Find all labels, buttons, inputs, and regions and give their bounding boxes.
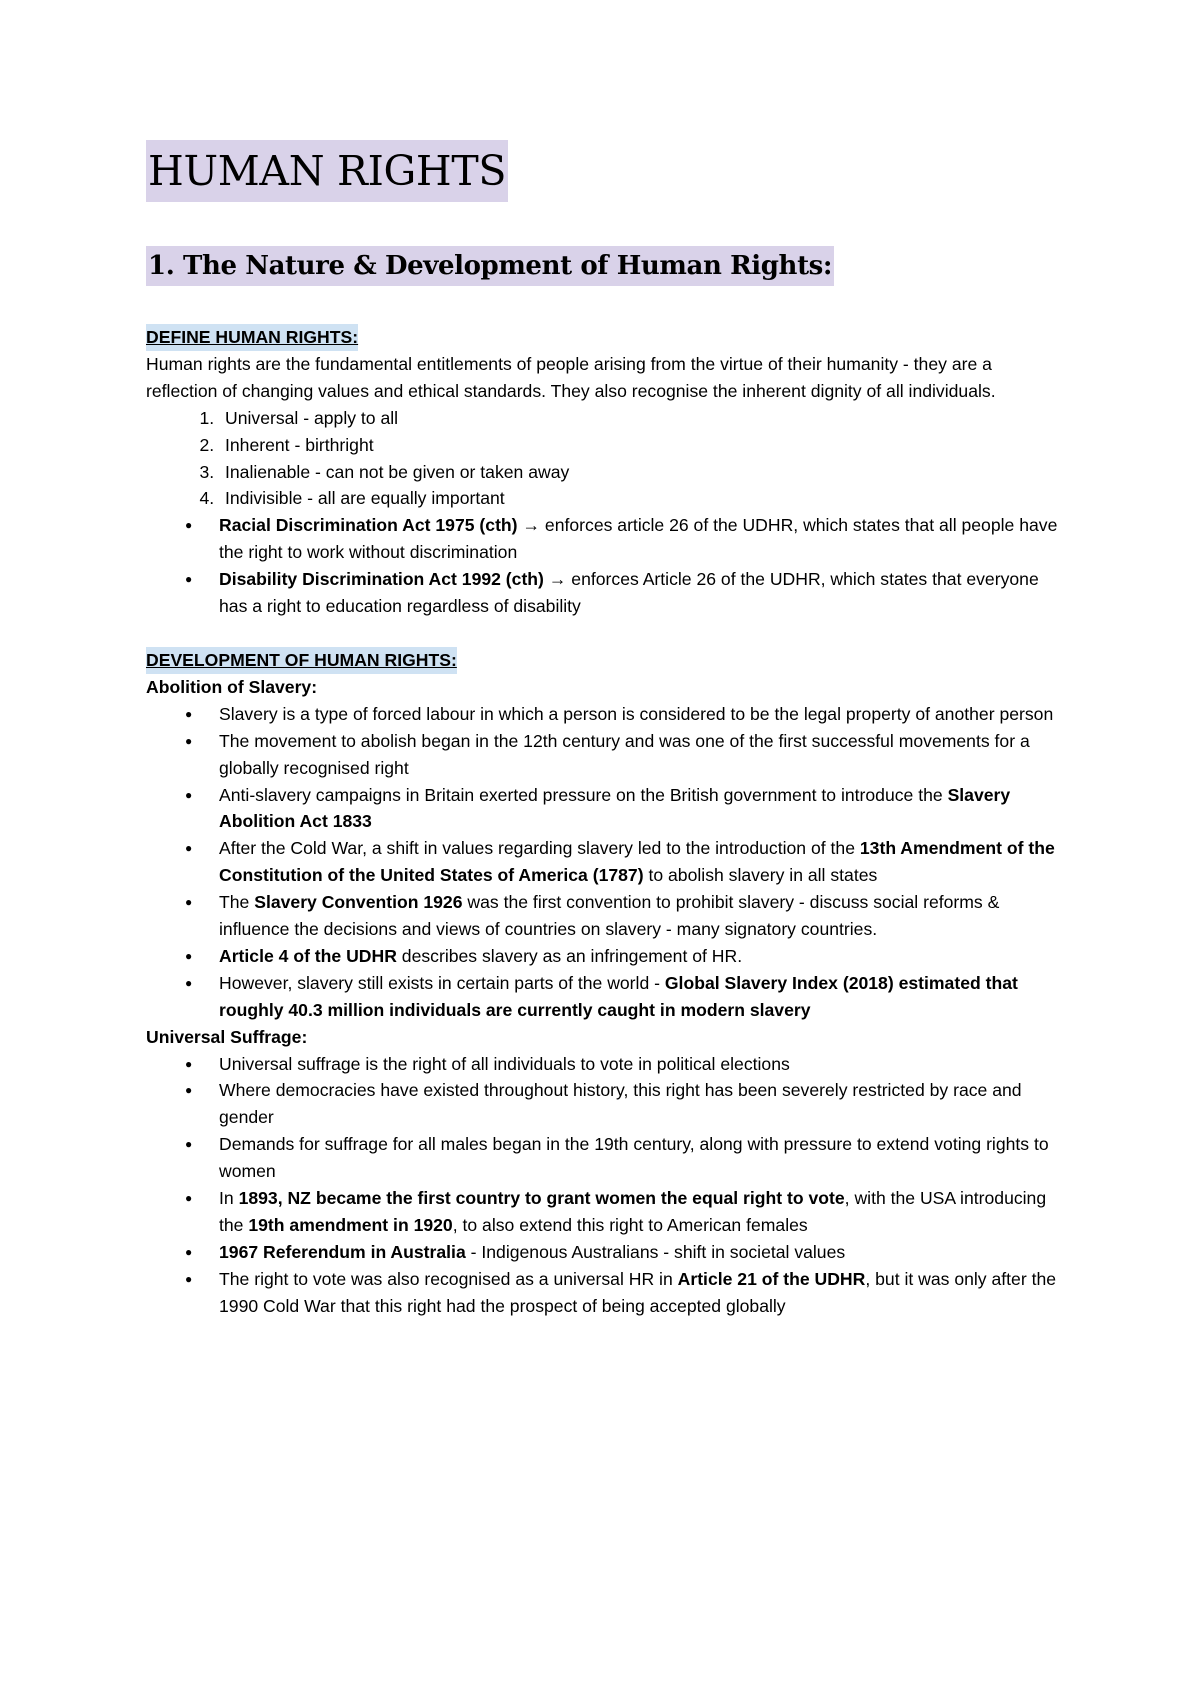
document-page [146,140,1066,1320]
slavery-list [146,701,1066,1024]
list-item: ● In 1893, NZ became the first country to grant women the equal right to vote, with the USA introducing the 19th amendment in 1920, to also extend this right to American females [219,1185,1066,1239]
list-item: ● The movement to abolish began in the 12th century and was one of the first successful movements for a globally recognised right [219,728,1066,782]
slavery-subheading: Abolition of Slavery: [146,676,318,697]
define-paragraph: Human rights are the fundamental entitlements of people arising from the virtue of their humanity - they are a reflection of changing values and ethical standards. They also recognise the inherent dignity of all individuals. [146,353,996,401]
suffrage-subheading: Universal Suffrage: [146,1026,308,1047]
list-item: ● The right to vote was also recognised as a universal HR in Article 21 of the UDHR, but it was only after the 1990 Cold War that this right had the prospect of being accepted globally [219,1266,1066,1320]
list-item: ● 1967 Referendum in Australia - Indigenous Australians - shift in societal values [219,1239,1066,1266]
list-item: ● However, slavery still exists in certain parts of the world - Global Slavery Index (2018) estimated that roughly 40.3 million individuals are currently caught in modern slavery [219,970,1066,1024]
legislation-list [146,512,1066,620]
list-item: ● The Slavery Convention 1926 was the first convention to prohibit slavery - discuss social reforms & influence the decisions and views of countries on slavery - many signatory countries. [219,889,1066,943]
suffrage-list [146,1051,1066,1320]
list-item: ● Racial Discrimination Act 1975 (cth) → enforces article 26 of the UDHR, which states that all people have the right to work without discrimination [219,512,1066,566]
list-item: ● Disability Discrimination Act 1992 (cth) → enforces Article 26 of the UDHR, which states that everyone has a right to education regardless of disability [219,566,1066,620]
list-item: 1. Universal - apply to all [219,405,1066,432]
development-section [146,647,1066,1320]
characteristics-list [146,405,1066,513]
page-title: HUMAN RIGHTS [146,140,508,202]
list-item: ● Slavery is a type of forced labour in which a person is considered to be the legal property of another person [219,701,1066,728]
list-item: ● Article 4 of the UDHR describes slavery as an infringement of HR. [219,943,1066,970]
development-heading: DEVELOPMENT OF HUMAN RIGHTS: [146,647,457,674]
list-item: ● Demands for suffrage for all males began in the 19th century, along with pressure to extend voting rights to women [219,1131,1066,1185]
define-section [146,324,1066,620]
define-heading: DEFINE HUMAN RIGHTS: [146,324,358,351]
list-item: ● Anti-slavery campaigns in Britain exerted pressure on the British government to introduce the Slavery Abolition Act 1833 [219,782,1066,836]
list-item: ● After the Cold War, a shift in values regarding slavery led to the introduction of the 13th Amendment of the Constitution of the United States of America (1787) to abolish slavery in all states [219,835,1066,889]
list-item: ● Universal suffrage is the right of all individuals to vote in political elections [219,1051,1066,1078]
list-item: ● Where democracies have existed throughout history, this right has been severely restricted by race and gender [219,1077,1066,1131]
section-heading: 1. The Nature & Development of Human Rights: [146,246,834,286]
list-item: 2. Inherent - birthright [219,432,1066,459]
list-item: 4. Indivisible - all are equally important [219,485,1066,512]
list-item: 3. Inalienable - can not be given or taken away [219,459,1066,486]
